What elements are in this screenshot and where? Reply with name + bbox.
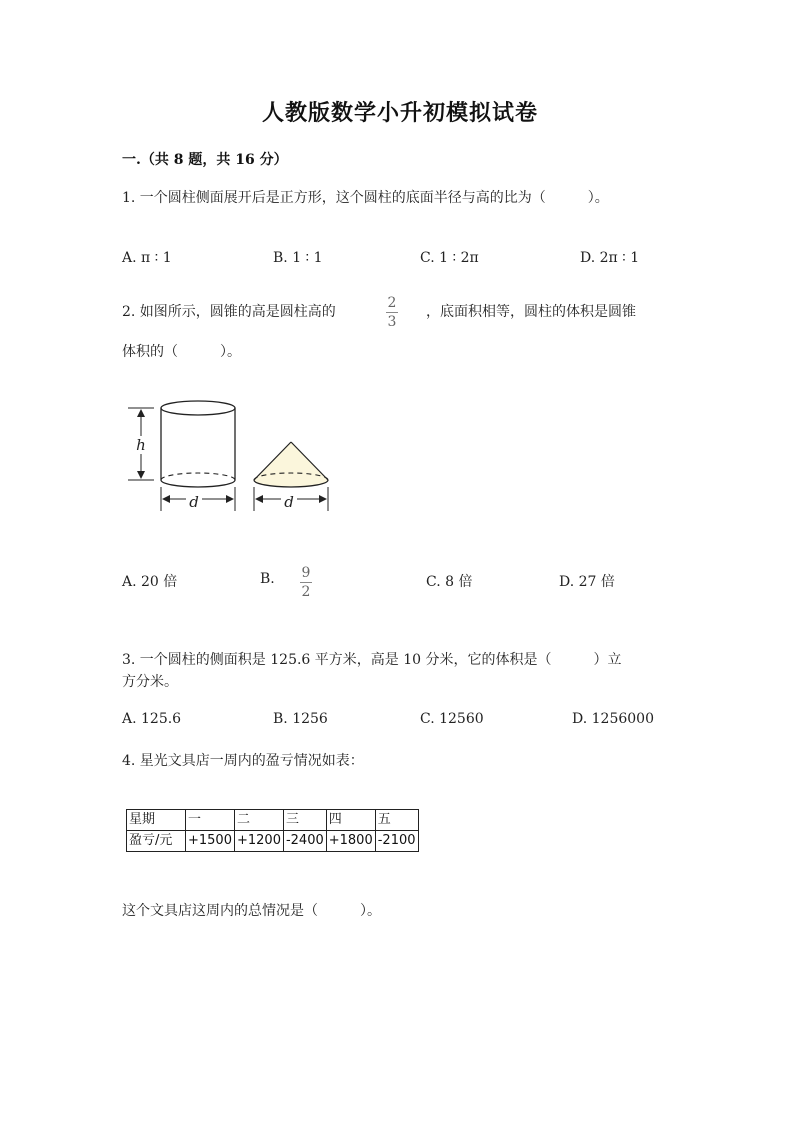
cylinder-top	[161, 401, 235, 415]
cylinder-base-front	[161, 480, 235, 487]
q3-option-c[interactable]: C. 12560	[420, 711, 484, 727]
table-cell: 二	[234, 810, 283, 831]
q2-option-d[interactable]: D. 27 倍	[559, 574, 615, 590]
q3-option-a[interactable]: A. 125.6	[122, 711, 182, 727]
profit-loss-table	[126, 809, 419, 852]
table-cell: -2100	[375, 831, 418, 852]
q2-option-b[interactable]	[260, 571, 275, 587]
table-cell: 五	[375, 810, 418, 831]
section-heading: 一.（共 8 题，共 16 分）	[122, 152, 288, 168]
cyl-d-arrow-right	[226, 495, 234, 503]
q1-option-c[interactable]: C. 1 ∶ 2π	[420, 250, 479, 266]
cone-d-label: d	[284, 493, 294, 511]
h-label: h	[136, 436, 146, 454]
cylinder-base-back	[161, 473, 235, 480]
cone-d-arrow-left	[255, 495, 263, 503]
fraction-denominator: 2	[301, 584, 311, 600]
h-arrow-up	[137, 409, 145, 417]
cylinder-cone-figure	[120, 395, 350, 520]
table-header-row	[127, 810, 419, 831]
table-cell: +1200	[234, 831, 283, 852]
table-cell: 三	[283, 810, 326, 831]
cyl-d-arrow-left	[162, 495, 170, 503]
question-3-line2: 方分米。	[122, 674, 178, 690]
fraction-bar	[386, 312, 398, 313]
table-cell: 盈亏/元	[127, 831, 186, 852]
cone-d-arrow-right	[319, 495, 327, 503]
fraction-denominator: 3	[387, 314, 397, 330]
cylinder-d-label: d	[189, 493, 199, 511]
q1-option-d[interactable]: D. 2π ∶ 1	[580, 250, 640, 266]
q2-option-c[interactable]: C. 8 倍	[426, 574, 473, 590]
table-cell: +1800	[326, 831, 375, 852]
q3-option-b[interactable]: B. 1256	[273, 711, 328, 727]
cone-fill	[254, 442, 328, 487]
question-3-line1: 3. 一个圆柱的侧面积是 125.6 平方米，高是 10 分米，它的体积是（ ）立	[122, 652, 622, 668]
question-4-text: 4. 星光文具店一周内的盈亏情况如表：	[122, 753, 364, 769]
table-cell: 一	[186, 810, 235, 831]
page-title: 人教版数学小升初模拟试卷	[261, 100, 538, 126]
question-2-text-start: 2. 如图所示，圆锥的高是圆柱高的	[122, 304, 336, 320]
q2-option-b-fraction	[300, 565, 312, 600]
q1-option-b[interactable]: B. 1 ∶ 1	[273, 250, 323, 266]
table-cell: +1500	[186, 831, 235, 852]
q2-option-a[interactable]: A. 20 倍	[122, 574, 178, 590]
table-cell: 星期	[127, 810, 186, 831]
question-2-fraction	[386, 295, 398, 330]
table-row	[127, 831, 419, 852]
table-cell: 四	[326, 810, 375, 831]
question-1-text: 1. 一个圆柱侧面展开后是正方形，这个圆柱的底面半径与高的比为（ ）。	[122, 190, 609, 206]
question-4-question: 这个文具店这周内的总情况是（ ）。	[122, 903, 381, 919]
table-cell: -2400	[283, 831, 326, 852]
fraction-bar	[300, 582, 312, 583]
question-2-text-end: ，底面积相等，圆柱的体积是圆锥	[426, 304, 636, 320]
h-arrow-down	[137, 471, 145, 479]
fraction-numerator: 9	[301, 565, 311, 581]
q2-option-b-label: B.	[260, 571, 275, 587]
q1-option-a[interactable]: A. π ∶ 1	[122, 250, 172, 266]
question-2-text-line2: 体积的（ ）。	[122, 344, 241, 360]
q3-option-d[interactable]: D. 1256000	[572, 711, 654, 727]
fraction-numerator: 2	[387, 295, 397, 311]
